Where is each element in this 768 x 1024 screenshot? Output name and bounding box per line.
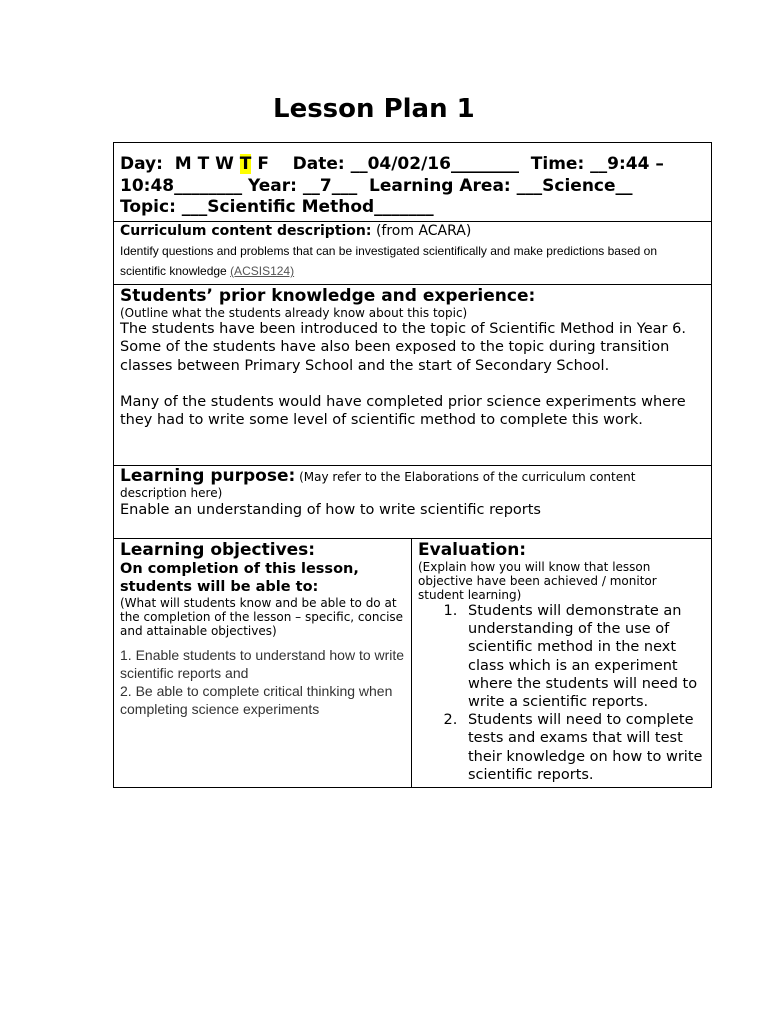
year-area-line: 10:48________ Year: __7___ Learning Area: ___Science__ <box>120 175 633 196</box>
learning-objectives-cell <box>114 539 412 787</box>
day-date-time-line <box>120 154 705 176</box>
prior-knowledge-paragraph-1: The students have been introduced to the topic of Scientific Method in Year 6. Some of the students have also been exposed to the topic during transition classes between Primary School and the start of Secondary School. <box>120 321 686 374</box>
prior-knowledge-note: (Outline what the students already know about this topic) <box>120 306 468 320</box>
paragraph-gap <box>120 375 705 393</box>
curriculum-row <box>114 222 711 285</box>
learning-purpose-row <box>114 466 711 539</box>
curriculum-heading <box>120 222 705 240</box>
evaluation-heading: Evaluation: <box>418 540 527 560</box>
objectives-evaluation-row <box>114 539 711 787</box>
prior-knowledge-paragraph-2: Many of the students would have completed prior science experiments where they had to write some level of scientific method to complete this work. <box>120 393 686 429</box>
learning-objectives-heading: Learning objectives: <box>120 540 316 560</box>
prior-knowledge-heading: Students’ prior knowledge and experience: <box>120 286 536 306</box>
objective-item-2: 2. Be able to complete critical thinking when completing science experiments <box>120 683 393 717</box>
evaluation-cell <box>412 539 711 787</box>
learning-objectives-subheading: On completion of this lesson, students will be able to: <box>120 561 359 595</box>
objective-item-1: 1. Enable students to understand how to write scientific reports and <box>120 647 405 681</box>
date-time-text: F Date: __04/02/16________ Time: __9:44 – <box>251 154 664 174</box>
evaluation-list <box>418 602 705 784</box>
evaluation-item: 1. Students will demonstrate an understanding of the use of scientific method in the next class which is an experiment where the students will need to write a scientific reports. <box>462 602 705 711</box>
learning-objectives-note: (What will students know and be able to do at the completion of the lesson – specific, concise and attainable objectives) <box>120 596 404 638</box>
prior-knowledge-row <box>114 285 711 466</box>
learning-purpose-label: Learning purpose: <box>120 466 296 486</box>
curriculum-description-text: Identify questions and problems that can be investigated scientifically and make predictions based on scientific knowledge <box>120 244 657 278</box>
topic-line: Topic: ___Scientific Method_______ <box>120 197 434 217</box>
learning-purpose-note: (May refer to the Elaborations of the curriculum content description here) <box>120 470 636 500</box>
lesson-details-row <box>114 143 711 222</box>
curriculum-description <box>120 241 705 281</box>
curriculum-source: (from ACARA) <box>371 223 472 239</box>
curriculum-label: Curriculum content description: <box>120 223 372 239</box>
selected-day-highlight: T <box>239 154 252 174</box>
curriculum-code-link[interactable]: (ACSIS124) <box>230 264 295 278</box>
learning-objectives-list <box>120 646 405 718</box>
page-title: Lesson Plan 1 <box>273 94 475 124</box>
day-date-prefix: Day: M T W <box>120 154 240 174</box>
evaluation-item: 2. Students will need to complete tests and exams that will test their knowledge on how to write scientific reports. <box>462 711 705 784</box>
lesson-plan-table <box>113 142 712 788</box>
learning-purpose-text: Enable an understanding of how to write scientific reports <box>120 502 541 518</box>
evaluation-note: (Explain how you will know that lesson objective have been achieved / monitor student learning) <box>418 560 657 602</box>
learning-purpose-heading <box>120 466 705 501</box>
